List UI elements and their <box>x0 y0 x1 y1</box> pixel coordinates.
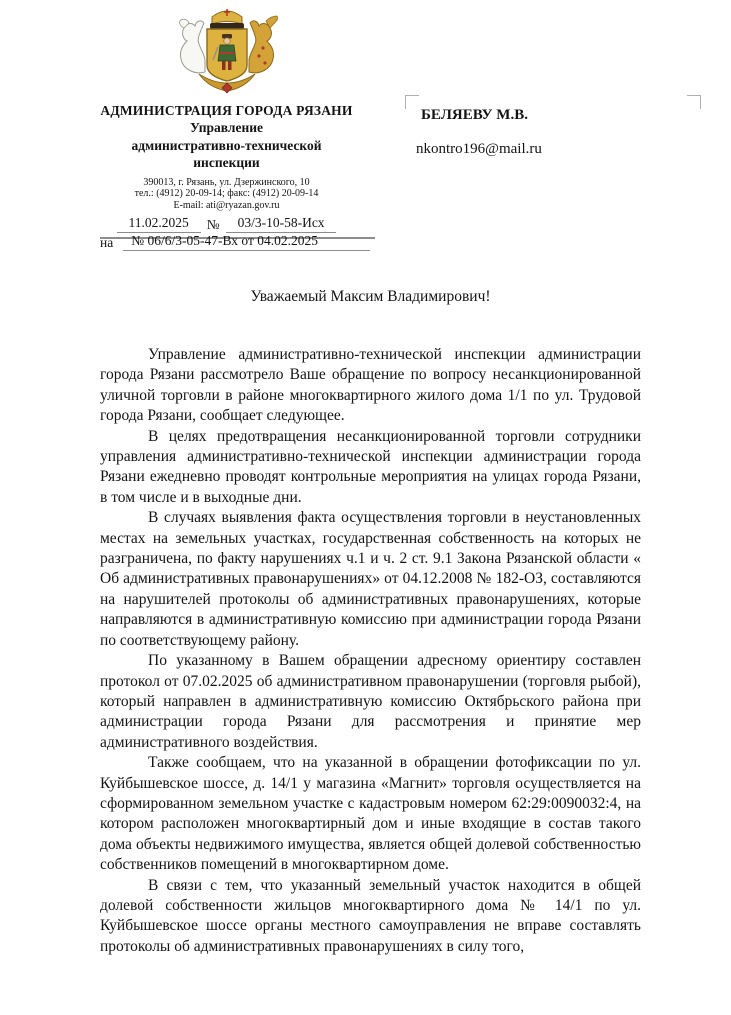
body-paragraph: В случаях выявления факта осуществления торговли в неустановленных местах на земельных участках, государственная собственность на которых не разграничена, по факту нарушениях ч.1 и ч. 2 ст. 9.1 Закона Рязанской области « Об административных правонарушениях» от 04.12.2008 № 182-ОЗ, составляются на нарушителей протоколы об административных правонарушениях, которые направляются в административную комиссию при администрации города Рязани по соответствующему району. <box>100 509 641 649</box>
recipient-block <box>405 95 701 210</box>
coat-prince-leg-left <box>222 61 226 70</box>
salutation: Уважаемый Максим Владимирович! <box>250 288 491 305</box>
body-paragraph: В целях предотвращения несанкционированной торговли сотрудники управления административно-технической инспекции администрации города Рязани ежедневно проводят контрольные мероприятия на улицах города Рязани, в том числе и в выходные дни. <box>100 427 641 506</box>
letter-date: 11.02.2025 <box>117 215 201 233</box>
dept-line-3: инспекции <box>193 155 260 170</box>
org-address: 390013, г. Рязань, ул. Дзержинского, 10 <box>143 176 310 188</box>
recipient-corner-mark-right <box>687 95 701 109</box>
org-phone: тел.: (4912) 20-09-14; факс: (4912) 20-09-14 <box>134 188 319 199</box>
dept-line-1: Управление <box>189 120 264 135</box>
body-paragraph: Управление административно-технической инспекции администрации города Рязани рассмотрело Ваше обращение по вопросу несанкционированной уличной торговли в районе многоквартирного жилого дома 1/1 по ул. Трудовой города Рязани, сообщает следующее. <box>100 346 641 425</box>
org-email: E-mail: ati@ryazan.gov.ru <box>173 199 280 211</box>
recipient-corner-mark-left <box>405 95 419 109</box>
date-number-row <box>78 215 375 233</box>
reply-prefix: на <box>100 235 114 250</box>
body-paragraph: По указанному в Вашем обращении адресному ориентиру составлен протокол от 07.02.2025 об административном правонарушении (торговля рыбой), который направлен в административную комиссию Октябрьского района при администрации города Рязани для рассмотрения и принятие мер административного воздействия. <box>100 652 641 751</box>
reply-reference-row <box>100 233 370 251</box>
coat-prince-head <box>223 38 229 44</box>
ryazan-coat-of-arms-icon <box>78 8 375 98</box>
number-sign: № <box>206 217 220 232</box>
coat-prince-leg-right <box>228 61 232 70</box>
org-name: АДМИНИСТРАЦИЯ ГОРОДА РЯЗАНИ <box>100 103 353 118</box>
coat-griffin <box>249 21 274 73</box>
letter-body <box>100 345 641 957</box>
body-paragraph: Также сообщаем, что на указанной в обращении фотофиксации по ул. Куйбышевское шоссе, д. 14/1 у магазина «Магнит» торговля осуществляется на сформированном земельном участке с кадастровым номером 62:29:0090032:4, на котором расположен многоквартирный дом и иные входящие в состав такого дома объекты недвижимого имущества, является общей долевой собственностью собственников помещений в многоквартирном доме. <box>100 754 641 874</box>
coat-crown-band <box>210 23 244 29</box>
reply-reference: № 06/6/3-05-47-Вх от 04.02.2025 <box>123 233 370 251</box>
recipient-name: БЕЛЯЕВУ М.В. <box>421 107 528 123</box>
body-paragraph: В связи с тем, что указанный земельный участок находится в общей долевой собственности жильцов многоквартирного дома № 14/1 по ул. Куйбышевское шоссе органы местного самоуправления не вправе составлять протоколы об административных правонарушениях в силу того, <box>100 876 641 955</box>
coat-prince-belt <box>219 52 234 54</box>
recipient-email: nkontro196@mail.ru <box>416 141 542 157</box>
outgoing-number: 03/3-10-58-Исх <box>226 215 337 233</box>
dept-line-2: административно-технической <box>131 137 322 153</box>
coat-horse <box>180 21 205 73</box>
letterhead <box>78 8 375 239</box>
